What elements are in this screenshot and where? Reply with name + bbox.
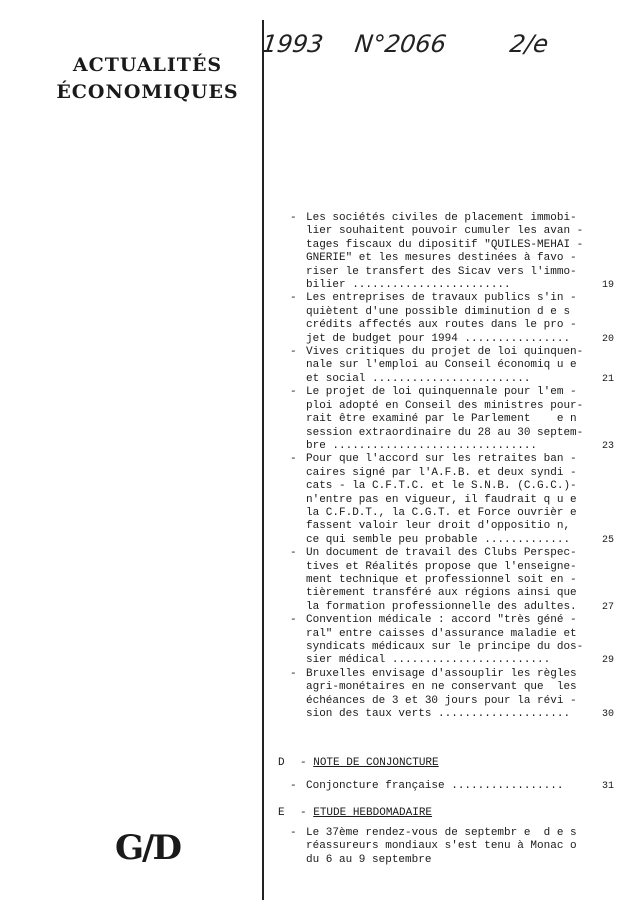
item-dash: - [290,667,297,680]
publisher-logo: G/D [115,828,180,868]
item-line: session extraordinaire du 28 au 30 septem- [306,426,584,439]
item-lines [306,668,590,722]
item-lines [306,386,590,453]
item-line: jet de budget pour 1994 ................ [306,332,571,345]
title-line-2: ÉCONOMIQUES [56,81,239,103]
handwritten-year: 1993 [260,30,326,58]
section-d-dash: - [300,757,307,769]
section-e-title: ETUDE HEBDOMADAIRE [313,807,433,819]
item-lines [306,292,590,346]
contents-item [288,668,614,722]
item-dash: - [290,547,297,560]
item-line: sier médical ........................ [306,654,551,667]
section-d-item-text: Conjoncture française ................. [306,780,564,792]
item-line: ral" entre caisses d'assurance maladie et [306,627,577,640]
page-number: 21 [601,373,614,385]
item-line: réassureurs mondiaux s'est tenu à Monac o [306,840,577,853]
section-e-heading [278,807,432,819]
section-e-letter: E [278,807,285,819]
item-line: Les sociétés civiles de placement immobi- [306,212,577,224]
item-line: bilier ........................ [306,279,511,292]
item-line: agri-monétaires en ne conservant que les [306,681,577,694]
item-lines [306,547,590,614]
item-line: Un document de travail des Clubs Perspec- [306,547,577,560]
item-line: échéances de 3 et 30 jours pour la révi - [306,694,577,707]
item-line: ce qui semble peu probable ............. [306,533,571,546]
item-dash: - [290,212,297,224]
item-line: caires signé par l'A.F.B. et deux syndi - [306,466,577,479]
item-line: sion des taux verts .................... [306,708,571,721]
item-line: et social ........................ [306,372,531,385]
item-line: Pour que l'accord sur les retraites ban - [306,453,577,466]
section-d-heading [278,757,439,769]
item-line: Bruxelles envisage d'assouplir les règles [306,667,577,680]
item-line: ment technique et professionnel soit en - [306,573,577,586]
item-lines [306,453,590,547]
title-line-1: ACTUALITÉS [72,54,223,76]
contents-item [288,547,614,614]
contents-item [288,453,614,547]
item-line: Les entreprises de travaux publics s'in - [306,292,577,305]
item-line: quiètent d'une possible diminution d e s [306,305,571,318]
section-d-letter: D [278,757,285,769]
section-d-item [288,780,614,793]
item-line: la formation professionnelle des adultes. [306,600,577,613]
page-number: 30 [601,709,614,721]
publication-title [40,52,255,106]
item-line: crédits affectés aux routes dans le pro - [306,319,577,332]
contents-item [288,614,614,668]
item-dash: - [290,292,297,305]
item-lines [306,346,590,386]
item-lines [306,614,590,668]
item-line: Le 37ème rendez-vous de septembr e d e s [306,827,577,839]
handwritten-number: N°2066 [353,30,448,58]
item-line: ploi adopté en Conseil des ministres pour- [306,399,584,412]
item-line: syndicats médicaux sur le principe du dos- [306,641,584,653]
item-line: du 6 au 9 septembre [306,853,432,866]
item-line: Le projet de loi quinquennale pour l'em - [306,386,577,399]
handwritten-code: 2/e [508,30,551,58]
contents-item [288,212,614,292]
contents-item [288,292,614,346]
item-line: tièrement transféré aux régions ainsi que [306,587,577,600]
item-line: fassent valoir leur droit d'oppositio n, [306,520,571,533]
item-lines [306,212,590,292]
item-dash: - [290,614,297,627]
item-line: nale sur l'emploi au Conseil économiq u e [306,359,577,372]
item-line: n'entre pas en vigueur, il faudrait q u e [306,493,577,506]
item-line: cats - la C.F.T.C. et le S.N.B. (C.G.C.)- [306,480,577,493]
page-number: 31 [601,781,614,792]
item-line: lier souhaitent pouvoir cumuler les avan - [306,225,584,238]
item-line: Convention médicale : accord "très géné - [306,614,577,627]
contents-item [288,386,614,453]
section-d-title: NOTE DE CONJONCTURE [313,757,439,769]
page-number: 25 [601,534,614,546]
contents-list [288,212,614,721]
item-line: Vives critiques du projet de loi quinquen- [306,346,584,359]
section-e-dash: - [300,807,307,819]
vertical-divider [262,20,264,900]
section-e-item [288,827,614,867]
page-number: 27 [601,601,614,613]
item-dash: - [290,453,297,466]
page-number: 20 [601,333,614,345]
page-number: 29 [601,655,614,667]
section-e-item-lines [306,827,590,867]
item-line: rait être examiné par le Parlement e n [306,413,577,426]
item-line: riser le transfert des Sicav vers l'immo- [306,265,577,278]
item-dash: - [290,827,297,839]
item-line: GNERIE" et les mesures destinées à favo - [306,252,577,265]
item-line: tages fiscaux du dipositif "QUILES-MEHAI - [306,238,584,251]
item-line: bre ............................... [306,439,538,452]
contents-item [288,346,614,386]
item-dash: - [290,386,297,399]
item-dash: - [290,346,297,359]
item-line: la C.F.D.T., la C.G.T. et Force ouvrièr e [306,506,577,519]
item-line: tives et Réalités propose que l'enseigne- [306,560,577,573]
page-number: 19 [601,280,614,292]
page-number: 23 [601,440,614,452]
item-dash: - [290,780,297,792]
